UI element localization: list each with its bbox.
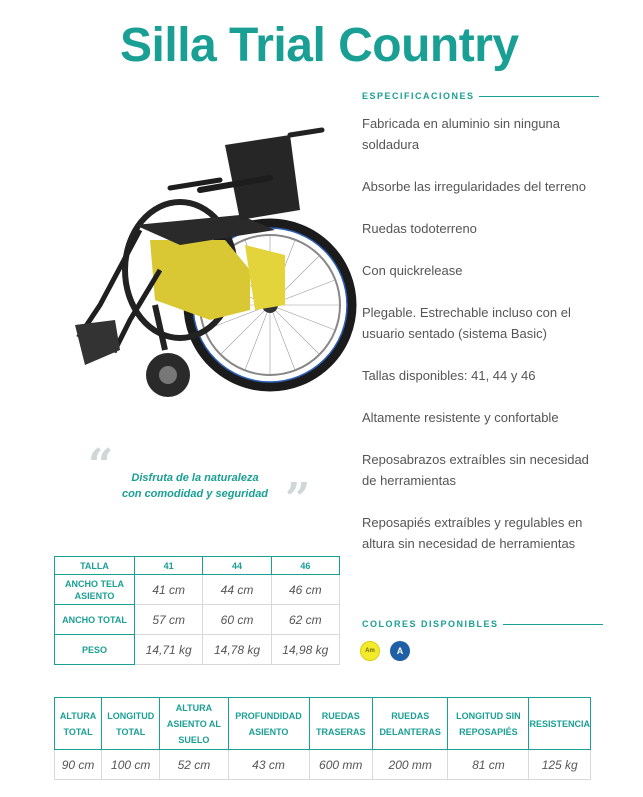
color-swatch-blue[interactable]: A [390, 641, 410, 661]
divider [503, 624, 603, 625]
spec-item: Absorbe las irregularidades del terreno [362, 179, 587, 194]
specs-heading-label: ESPECIFICACIONES [362, 91, 475, 101]
spec-list [362, 113, 602, 575]
color-swatch-yellow[interactable]: Am [360, 641, 380, 661]
quote-open-mark: “ [88, 440, 114, 491]
table-cell: 90 cm [55, 750, 102, 780]
specs-heading [362, 91, 599, 101]
column-header: PROFUNDIDAD ASIENTO [228, 698, 309, 750]
table-row [55, 635, 340, 665]
column-header: RESISTENCIA [529, 698, 591, 750]
table-cell: 60 cm [203, 605, 271, 635]
table-cell: 125 kg [529, 750, 591, 780]
column-header: LONGITUD SIN REPOSAPIÉS [448, 698, 529, 750]
color-options [360, 641, 410, 661]
dimensions-table [54, 697, 591, 780]
table-cell: 52 cm [160, 750, 228, 780]
column-header: ALTURA ASIENTO AL SUELO [160, 698, 228, 750]
colors-heading-label: COLORES DISPONIBLES [362, 619, 499, 629]
table-header-row [55, 557, 340, 575]
table-cell: 600 mm [309, 750, 372, 780]
spec-item: Reposabrazos extraíbles sin necesidad de herramientas [362, 452, 589, 488]
table-cell: 43 cm [228, 750, 309, 780]
spec-item: Altamente resistente y confortable [362, 410, 559, 425]
table-cell: 62 cm [271, 605, 339, 635]
spec-item: Con quickrelease [362, 263, 463, 278]
table-row [55, 605, 340, 635]
table-cell: 81 cm [448, 750, 529, 780]
table-cell: 14,71 kg [135, 635, 203, 665]
row-label: PESO [55, 635, 135, 665]
table-row [55, 575, 340, 605]
column-header: TALLA [55, 557, 135, 575]
row-label: ANCHO TOTAL [55, 605, 135, 635]
spec-item: Ruedas todoterreno [362, 221, 477, 236]
spec-item: Tallas disponibles: 41, 44 y 46 [362, 368, 536, 383]
colors-heading [362, 619, 603, 629]
table-cell: 41 cm [135, 575, 203, 605]
table-cell: 46 cm [271, 575, 339, 605]
table-cell: 14,98 kg [271, 635, 339, 665]
quote-line: Disfruta de la naturaleza [131, 472, 259, 484]
table-header-row [55, 698, 591, 750]
divider [479, 96, 599, 97]
quote-text [110, 470, 280, 502]
column-header: 41 [135, 557, 203, 575]
spec-item: Reposapiés extraíbles y regulables en altura sin necesidad de herramientas [362, 515, 583, 551]
column-header: ALTURA TOTAL [55, 698, 102, 750]
table-cell: 57 cm [135, 605, 203, 635]
spec-item: Plegable. Estrechable incluso con el usuario sentado (sistema Basic) [362, 305, 571, 341]
table-row [55, 750, 591, 780]
column-header: RUEDAS TRASERAS [309, 698, 372, 750]
table-cell: 200 mm [372, 750, 447, 780]
table-cell: 100 cm [102, 750, 160, 780]
spec-item: Fabricada en aluminio sin ninguna soldadura [362, 116, 561, 152]
quote-close-mark: ” [285, 474, 311, 525]
column-header: LONGITUD TOTAL [102, 698, 160, 750]
size-table [54, 556, 340, 665]
column-header: 44 [203, 557, 271, 575]
row-label: ANCHO TELA ASIENTO [55, 575, 135, 605]
wheelchair-image [60, 120, 360, 420]
column-header: RUEDAS DELANTERAS [372, 698, 447, 750]
table-cell: 14,78 kg [203, 635, 271, 665]
column-header: 46 [271, 557, 339, 575]
page-title: Silla Trial Country [120, 19, 519, 72]
table-cell: 44 cm [203, 575, 271, 605]
quote-line: con comodidad y seguridad [121, 488, 269, 500]
